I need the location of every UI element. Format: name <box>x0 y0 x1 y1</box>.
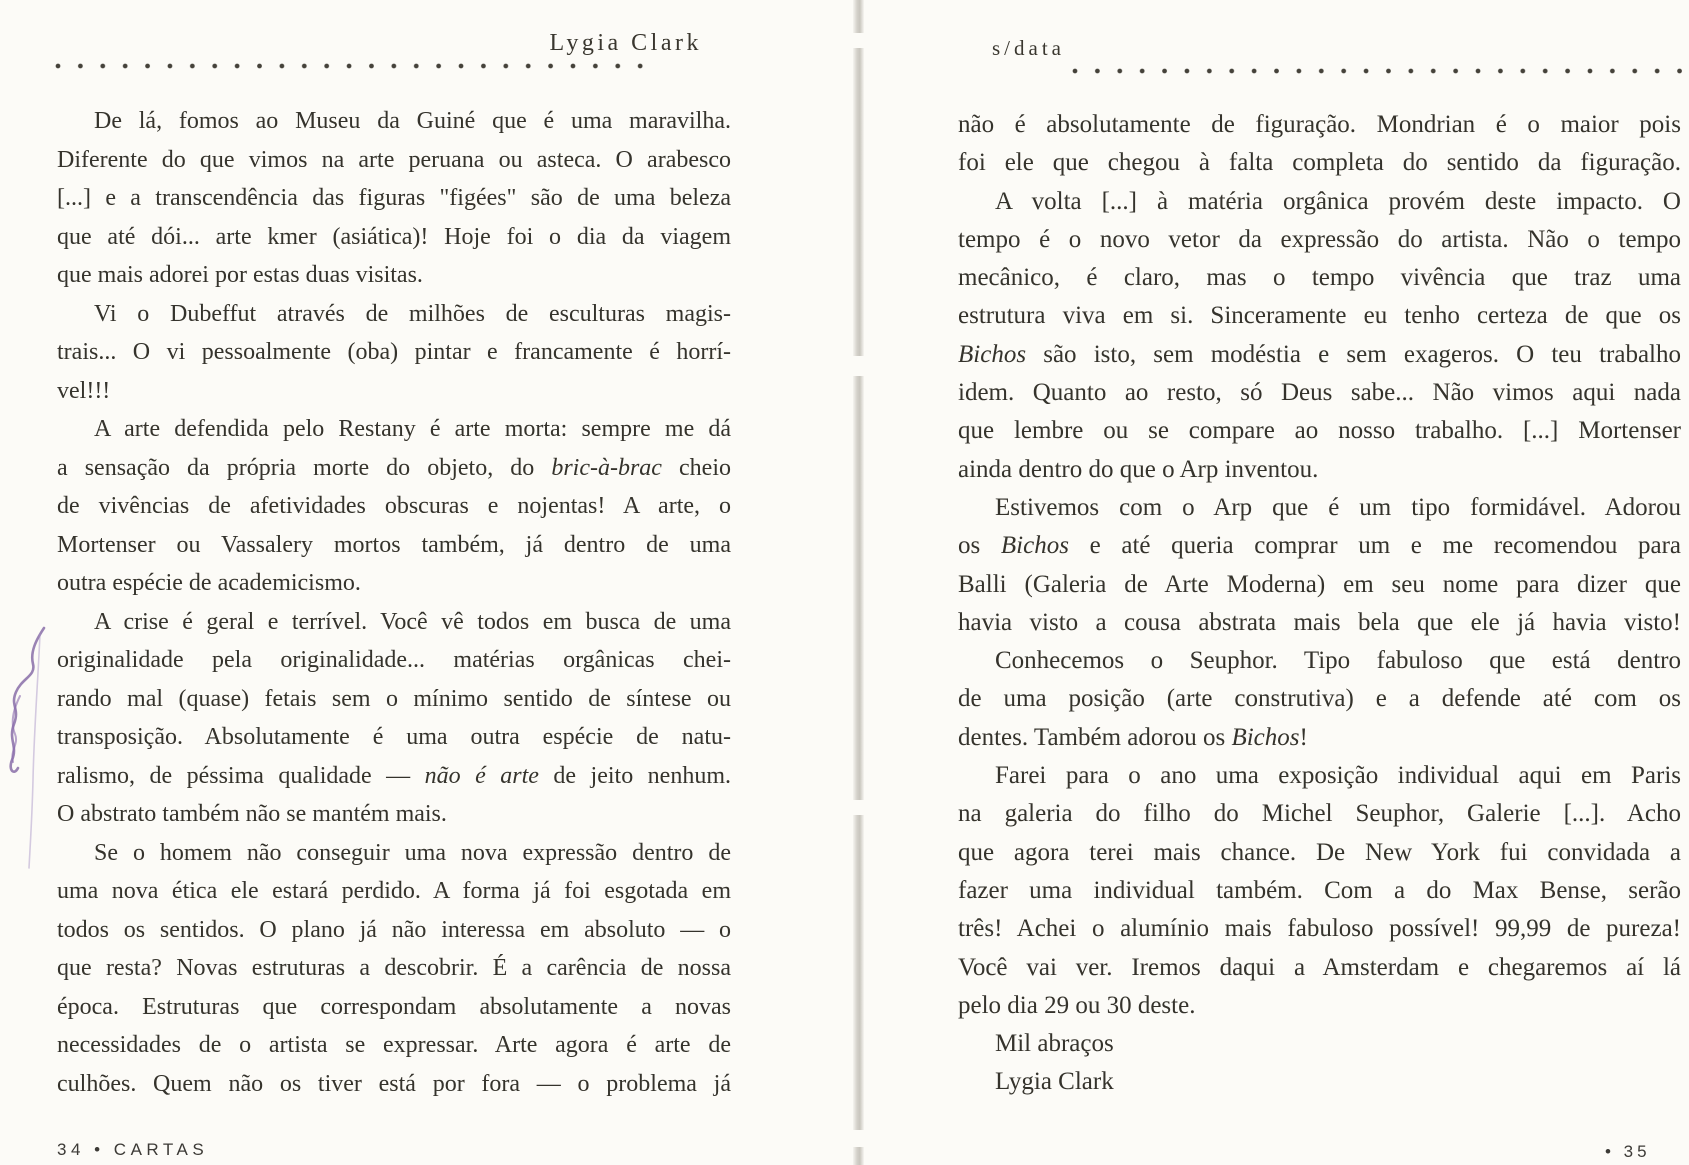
left-page-folio: 34 • CARTAS <box>57 1140 209 1159</box>
right-page-folio: • 35 <box>1605 1142 1651 1161</box>
gutter-notch <box>851 1130 866 1147</box>
text-line: Lygia Clark <box>995 1068 1114 1096</box>
text-line: que agora terei mais chance. De New York fui convidada a <box>958 838 1681 866</box>
text-line: três! Achei o alumínio mais fabuloso possível! 99,99 de pureza! <box>958 915 1681 943</box>
gutter-notch <box>851 33 866 48</box>
text-line: tempo é o novo vetor da expressão do artista. Não o tempo <box>958 225 1681 253</box>
text-line: outra espécie de academicismo. <box>57 570 361 596</box>
text-line: não é absolutamente de figuração. Mondrian é o maior pois <box>958 111 1681 138</box>
text-line: que lembre ou se compare ao nosso trabalho. [...] Mortenser <box>958 417 1681 445</box>
text-line: Bichos são isto, sem modéstia e sem exageros. O teu trabalho <box>958 340 1681 368</box>
text-line: Vi o Dubeffut através de milhões de esculturas magis- <box>94 300 731 327</box>
text-line: época. Estruturas que correspondam absolutamente a novas <box>57 993 731 1020</box>
text-line: ralismo, de péssima qualidade — não é arte de jeito nenhum. <box>57 762 732 789</box>
page-gutter <box>853 0 864 1165</box>
gutter-notch <box>851 800 866 815</box>
text-line: culhões. Quem não os tiver está por fora — o problema já <box>57 1070 731 1097</box>
left-page-header: Lygia Clark <box>549 30 702 56</box>
right-page-header: s/data <box>992 36 1065 60</box>
text-line: uma nova ética ele estará perdido. A forma já foi esgotada em <box>57 878 731 904</box>
text-line: originalidade pela originalidade... matérias orgânicas chei- <box>57 647 731 673</box>
pen-scribble <box>0 600 60 900</box>
text-line: Conhecemos o Seuphor. Tipo fabuloso que está dentro <box>995 647 1681 675</box>
text-line: O abstrato também não se mantém mais. <box>57 801 447 827</box>
text-line: Você vai ver. Iremos daqui a Amsterdam e chegaremos aí lá <box>958 953 1681 981</box>
text-line: na galeria do filho do Michel Seuphor, Galerie [...]. Acho <box>958 800 1681 828</box>
text-line: mecânico, é claro, mas o tempo vivência que traz uma <box>958 264 1681 292</box>
text-line: Estivemos com o Arp que é um tipo formidável. Adorou <box>995 493 1681 521</box>
text-line: pelo dia 29 ou 30 deste. <box>958 991 1196 1019</box>
text-line: [...] e a transcendência das figuras "figées" são de uma beleza <box>57 185 731 211</box>
text-line: fazer uma individual também. Com a do Max Bense, serão <box>958 876 1681 904</box>
text-line: os Bichos e até queria comprar um e me recomendou para <box>958 532 1681 560</box>
text-line: Farei para o ano uma exposição individual aqui em Paris <box>995 762 1681 790</box>
text-line: idem. Quanto ao resto, só Deus sabe... Não vimos aqui nada <box>958 379 1681 407</box>
text-line: que até dói... arte kmer (asiática)! Hoje foi o dia da viagem <box>57 223 731 250</box>
text-line: que resta? Novas estruturas a descobrir. É a carência de nossa <box>57 955 731 981</box>
text-line: havia visto a cousa abstrata mais bela que ele já havia visto! <box>958 608 1681 636</box>
text-line: De lá, fomos ao Museu da Guiné que é uma maravilha. <box>94 108 731 134</box>
text-line: Balli (Galeria de Arte Moderna) em seu nome para dizer que <box>958 570 1681 598</box>
text-line: de vivências de afetividades obscuras e nojentas! A arte, o <box>57 493 731 519</box>
left-header-dotted-rule <box>55 61 659 71</box>
text-line: A crise é geral e terrível. Você vê todos em busca de uma <box>94 608 731 635</box>
text-line: trais... O vi pessoalmente (oba) pintar e francamente é horrí- <box>57 339 731 365</box>
right-page-body <box>958 106 1681 1102</box>
text-line: todos os sentidos. O plano já não interessa em absoluto — o <box>57 916 731 943</box>
text-line: A volta [...] à matéria orgânica provém deste impacto. O <box>995 187 1681 215</box>
text-line: foi ele que chegou à falta completa do sentido da figuração. <box>958 149 1681 177</box>
text-line: Diferente do que vimos na arte peruana ou asteca. O arabesco <box>57 146 731 173</box>
text-line: vel!!! <box>57 377 111 404</box>
right-header-dotted-rule <box>1072 66 1686 76</box>
text-line: rando mal (quase) fetais sem o mínimo sentido de síntese ou <box>57 685 731 712</box>
text-line: dentes. Também adorou os Bichos! <box>958 723 1308 751</box>
left-page-body <box>57 102 731 1103</box>
text-line: necessidades de o artista se expressar. Arte agora é arte de <box>57 1032 731 1058</box>
gutter-notch <box>851 356 866 376</box>
text-line: Mortenser ou Vassalery mortos também, já dentro de uma <box>57 531 731 558</box>
text-line: a sensação da própria morte do objeto, do bric-à-brac cheio <box>57 454 731 481</box>
text-line: de uma posição (arte construtiva) e a defende até com os <box>958 685 1681 713</box>
text-line: estrutura viva em si. Sinceramente eu tenho certeza de que os <box>958 302 1681 330</box>
text-line: Se o homem não conseguir uma nova expressão dentro de <box>94 839 731 866</box>
text-line: Mil abraços <box>995 1030 1114 1058</box>
text-line: A arte defendida pelo Restany é arte morta: sempre me dá <box>94 416 731 442</box>
text-line: que mais adorei por estas duas visitas. <box>57 262 423 288</box>
text-line: ainda dentro do que o Arp inventou. <box>958 455 1319 483</box>
text-line: transposição. Absolutamente é uma outra espécie de natu- <box>57 724 731 750</box>
